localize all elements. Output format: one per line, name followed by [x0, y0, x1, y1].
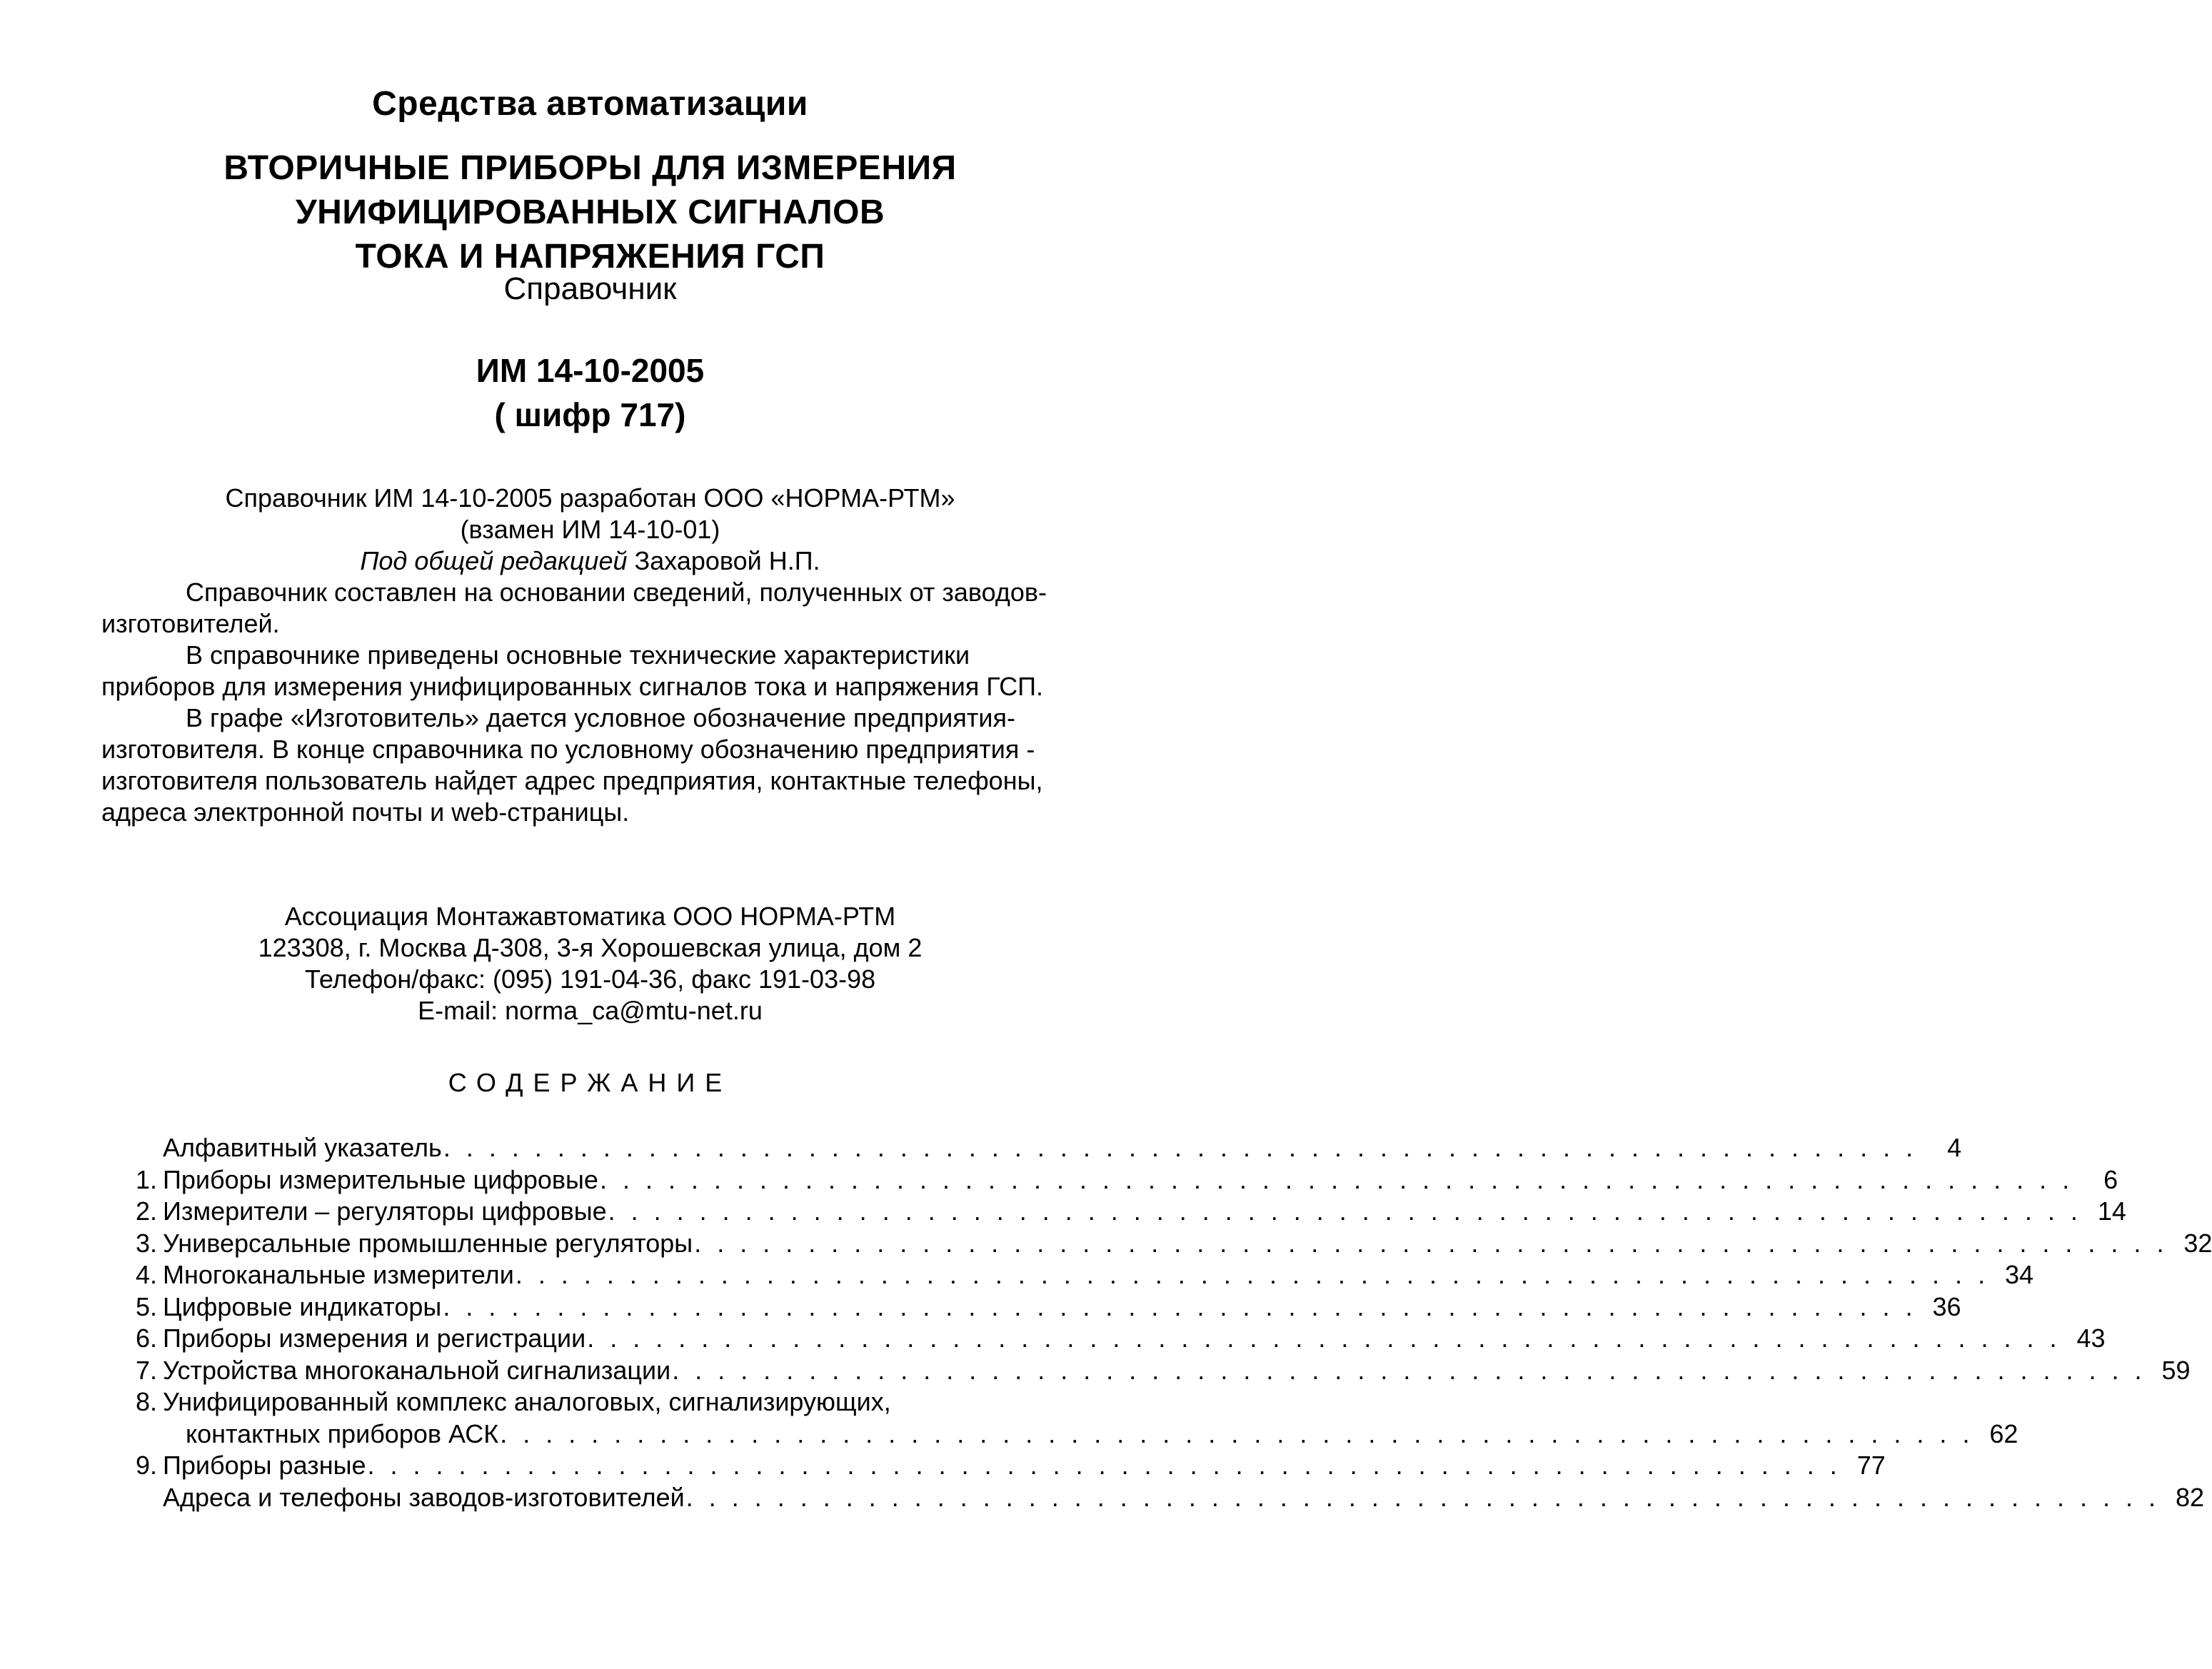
paragraph: В графе «Изготовитель» дается условное обозначение предприятия-изготовителя. В конце справочника по условному обозначению предприятия - изготовителя пользователь найдет адрес предприятия, контактные телефоны, адреса электронной почты и web-страницы.	[101, 703, 1043, 827]
toc-entry	[136, 1132, 1962, 1164]
main-title-line: ТОКА И НАПРЯЖЕНИЯ ГСП	[355, 238, 825, 276]
toc-entry-label: Устройства многоканальной сигнализации	[163, 1355, 671, 1385]
toc-entry	[136, 1196, 2126, 1228]
organization-phone: Телефон/факс: (095) 191-04-36, факс 191-03-98	[304, 964, 876, 994]
toc-leader: . . . . . . . . . . . . . . . . . . . . . . . . . . . . . . . . . . . . . . . . . . . . . . . . . . . . . . . . . . . . . . . . .	[608, 1196, 2082, 1226]
toc-entry-label: Алфавитный указатель	[163, 1133, 442, 1162]
toc-entry	[136, 1228, 2212, 1260]
organization-email: E-mail: norma_ca@mtu-net.ru	[418, 996, 763, 1025]
toc-entry-page: 43	[2076, 1323, 2106, 1353]
toc-entry	[136, 1259, 2034, 1291]
toc-entry-label: Измерители – регуляторы цифровые	[163, 1196, 607, 1226]
toc-entry	[136, 1355, 2191, 1387]
toc-leader: . . . . . . . . . . . . . . . . . . . . . . . . . . . . . . . . . . . . . . . . . . . . . . . . . . . . . . . . . . . . . . . . .	[685, 1482, 2160, 1512]
toc-entry-page: 82	[2175, 1482, 2204, 1512]
toc-leader: . . . . . . . . . . . . . . . . . . . . . . . . . . . . . . . . . . . . . . . . . . . . . . . . . . . . . . . . . . . . . . . . .	[599, 1164, 2074, 1194]
toc-entry-page: 36	[1932, 1291, 1961, 1321]
series-title: Средства автоматизации	[372, 85, 808, 123]
toc-entry-page: 77	[1856, 1451, 1886, 1480]
toc-entry	[136, 1291, 1961, 1323]
toc-entry-number: 5.	[136, 1291, 158, 1321]
developed-by: Справочник ИМ 14-10-2005 разработан ООО «НОРМА-РТМ»	[225, 483, 955, 513]
toc-leader: . . . . . . . . . . . . . . . . . . . . . . . . . . . . . . . . . . . . . . . . . . . . . . . . . . . . . . . . . . . . . . . . .	[694, 1228, 2168, 1258]
toc-leader: . . . . . . . . . . . . . . . . . . . . . . . . . . . . . . . . . . . . . . . . . . . . . . . . . . . . . . . . . . . . . . . . .	[515, 1260, 1990, 1289]
toc-entry-label: Приборы измерения и регистрации	[163, 1323, 586, 1353]
toc-leader: . . . . . . . . . . . . . . . . . . . . . . . . . . . . . . . . . . . . . . . . . . . . . . . . . . . . . . . . . . . . . . . . .	[443, 1133, 1918, 1162]
toc-entry-number: 9.	[136, 1451, 158, 1480]
toc-entry-label: Приборы разные	[163, 1451, 366, 1480]
document-code-block	[0, 348, 1180, 437]
main-title-line: ВТОРИЧНЫЕ ПРИБОРЫ ДЛЯ ИЗМЕРЕНИЯ	[223, 149, 957, 187]
toc-entry	[136, 1450, 1886, 1482]
toc-entry-page: 32	[2183, 1228, 2212, 1258]
body-paragraphs	[101, 577, 1087, 828]
toc-entry-page: 34	[2005, 1260, 2034, 1289]
toc-entry-number: 1.	[136, 1164, 158, 1194]
toc-entry-label: Цифровые индикаторы	[163, 1291, 442, 1321]
document-subtitle: Справочник	[503, 271, 677, 306]
toc-heading: СОДЕРЖАНИЕ	[448, 1068, 733, 1097]
toc-entry-number: 8.	[136, 1387, 158, 1416]
toc-entry-label: Многоканальные измерители	[163, 1260, 514, 1289]
document-code: ИМ 14-10-2005	[476, 352, 705, 389]
editor-label: Под общей редакцией	[360, 546, 628, 575]
toc-entry-label: контактных приборов АСК	[186, 1418, 499, 1448]
editor-line	[0, 545, 1180, 577]
toc-leader: . . . . . . . . . . . . . . . . . . . . . . . . . . . . . . . . . . . . . . . . . . . . . . . . . . . . . . . . . . . . . . . . .	[672, 1355, 2146, 1385]
toc-entry-page: 62	[1989, 1418, 2019, 1448]
main-title	[0, 146, 1180, 279]
editor-name: Захаровой Н.П.	[627, 546, 820, 575]
table-of-contents	[136, 1132, 2212, 1513]
toc-entry-number: 7.	[136, 1355, 158, 1385]
document-cipher: ( шифр 717)	[494, 396, 686, 433]
toc-entry-number: 2.	[136, 1196, 158, 1226]
toc-entry	[136, 1164, 2118, 1196]
toc-entry-page: 6	[2103, 1164, 2118, 1194]
paragraph: В справочнике приведены основные технические характеристики приборов для измерения унифицированных сигналов тока и напряжения ГСП.	[101, 640, 1044, 701]
contacts-block	[0, 901, 1180, 1027]
toc-entry-label: Универсальные промышленные регуляторы	[163, 1228, 693, 1258]
toc-entry-number: 6.	[136, 1323, 158, 1353]
toc-leader: . . . . . . . . . . . . . . . . . . . . . . . . . . . . . . . . . . . . . . . . . . . . . . . . . . . . . . . . . . . . . . . . .	[367, 1451, 1841, 1480]
main-title-line: УНИФИЦИРОВАННЫХ СИГНАЛОВ	[295, 193, 885, 231]
paragraph: Справочник составлен на основании сведений, полученных от заводов-изготовителей.	[101, 578, 1047, 638]
toc-leader: . . . . . . . . . . . . . . . . . . . . . . . . . . . . . . . . . . . . . . . . . . . . . . . . . . . . . . . . . . . . . . . . .	[443, 1291, 1917, 1321]
toc-entry-page: 4	[1947, 1133, 1962, 1162]
toc-entry	[136, 1386, 1078, 1418]
toc-entry	[136, 1482, 2204, 1514]
toc-entry-label: Адреса и телефоны заводов-изготовителей	[163, 1482, 685, 1512]
toc-leader: . . . . . . . . . . . . . . . . . . . . . . . . . . . . . . . . . . . . . . . . . . . . . . . . . . . . . . . . . . . . . . . . .	[587, 1323, 2061, 1353]
replaces-note: (взамен ИМ 14-10-01)	[460, 515, 720, 544]
toc-entry-label: Унифицированный комплекс аналоговых, сигнализирующих,	[163, 1387, 891, 1416]
organization-name: Ассоциация Монтажавтоматика ООО НОРМА-РТМ	[284, 902, 896, 931]
organization-address: 123308, г. Москва Д-308, 3-я Хорошевская улица, дом 2	[258, 933, 922, 962]
toc-entry-page: 14	[2097, 1196, 2126, 1226]
toc-entry-number: 3.	[136, 1228, 158, 1258]
toc-entry-label: Приборы измерительные цифровые	[163, 1164, 598, 1194]
toc-entry-page: 59	[2161, 1355, 2191, 1385]
toc-entry	[136, 1323, 2106, 1355]
toc-entry-number: 4.	[136, 1260, 158, 1289]
toc-leader: . . . . . . . . . . . . . . . . . . . . . . . . . . . . . . . . . . . . . . . . . . . . . . . . . . . . . . . . . . . . . . . . .	[500, 1418, 1974, 1448]
toc-entry-continuation	[136, 1418, 2019, 1451]
intro-block	[0, 483, 1180, 577]
